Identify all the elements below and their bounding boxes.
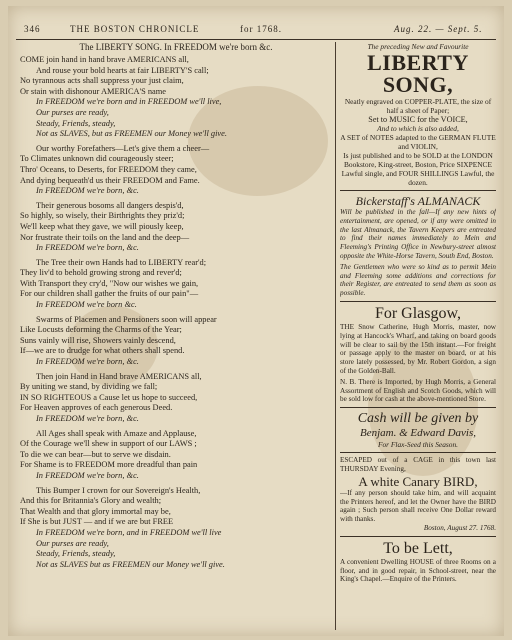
song-line: Of the Courage we'll shew in support of our LAWS ; bbox=[20, 439, 197, 449]
song-line: This Bumper I crown for our Sovereign's Health, bbox=[36, 485, 201, 495]
song-line: Swarms of Placemen and Pensioners soon will appear bbox=[36, 314, 217, 324]
song-line: The Tree their own Hands had to LIBERTY rear'd; bbox=[36, 257, 207, 267]
song-stanza bbox=[20, 55, 332, 140]
song-line: Their generous bosoms all dangers despis'd, bbox=[36, 200, 184, 210]
song-line: Nor frustrate their toils on the land and the deep— bbox=[20, 232, 190, 242]
song-line: Then join Hand in Hand brave AMERICANS all, bbox=[36, 371, 202, 381]
song-line: And this for Britannia's Glory and wealth; bbox=[20, 496, 162, 506]
ad-cash-names: Benjam. & Edward Davis, bbox=[360, 427, 476, 440]
ad-divider bbox=[340, 536, 496, 537]
ad-divider bbox=[340, 452, 496, 453]
masthead: THE BOSTON CHRONICLE bbox=[70, 24, 200, 34]
ad-glasgow bbox=[340, 305, 496, 404]
song-line: For Shame is to FREEDOM more dreadful than pain bbox=[20, 460, 198, 470]
song-line: For Heaven approves of each generous Deed. bbox=[20, 403, 173, 413]
song-line: COME join hand in hand brave AMERICANS all, bbox=[20, 55, 189, 64]
song-line: In FREEDOM we're born, &c. bbox=[36, 414, 139, 423]
song-line: By uniting we stand, by dividing we fall; bbox=[20, 382, 158, 392]
song-line: In FREEDOM we're born &c. bbox=[36, 300, 137, 310]
ad-to-let bbox=[340, 540, 496, 584]
song-line: Our worthy Forefathers—Let's give them a cheer— bbox=[36, 143, 210, 153]
ad-liberty-body2: Set to MUSIC for the VOICE, bbox=[368, 115, 468, 124]
ad-liberty-body5: Is just published and to be SOLD at the LONDON Bookstore, King-street, Boston, Price SIXPENCE Lawful single, and FOUR SHILLINGS Lawful, the dozen. bbox=[341, 151, 495, 187]
song-stanza bbox=[20, 258, 332, 311]
ad-glasgow-body: THE Snow Catherine, Hugh Morris, master, now lying at Hancock's Wharf, and taking on board goods will be clear to sail by the 15th instant.—For freight or passage apply to the master on board, or at his store lately possessed, by Mr. Robert Gordon, a sign of the Golden-Ball. bbox=[340, 322, 496, 375]
newspaper-page bbox=[8, 6, 504, 636]
song-line: In FREEDOM we're born, and in FREEDOM we'll live bbox=[36, 527, 222, 537]
song-line: Our purses are ready, bbox=[36, 107, 109, 117]
ad-canary-intro: ESCAPED out of a CAGE in this town last THURSDAY Evening, bbox=[340, 456, 496, 473]
song-line: To die we can bear—but to serve we disdain. bbox=[20, 449, 171, 459]
page-number: 346 bbox=[24, 24, 41, 34]
song-line: Or stain with dishonour AMERICA'S name bbox=[20, 86, 166, 96]
song-title: The LIBERTY SONG. In FREEDOM we're born &c. bbox=[79, 42, 273, 52]
ad-glasgow-note: N. B. There is Imported, by Hugh Morris, a General Assortment of English and Scotch Goods, which will be sold low for cash at the above-mentioned Store. bbox=[340, 377, 496, 404]
ad-divider bbox=[340, 407, 496, 408]
issue-dates: Aug. 22. — Sept. 5. bbox=[394, 24, 483, 34]
song-line: In FREEDOM we're born, &c. bbox=[36, 357, 139, 367]
ad-liberty-intro: The preceding New and Favourite bbox=[367, 42, 469, 51]
ad-canary-title: A white Canary BIRD, bbox=[358, 473, 478, 489]
song-stanza bbox=[20, 315, 332, 368]
ad-liberty-song bbox=[340, 42, 496, 187]
song-line: Steady, Friends, steady, bbox=[36, 118, 116, 128]
song-column bbox=[20, 42, 332, 632]
song-line: In FREEDOM we're born, &c. bbox=[36, 470, 139, 480]
ad-liberty-body4: A SET of NOTES adapted to the GERMAN FLUTE and VIOLIN, bbox=[340, 133, 496, 151]
song-line: To Climates unknown did courageously steer; bbox=[20, 154, 174, 164]
ad-almanack bbox=[340, 194, 496, 298]
ad-cash-sub: For Flax-Seed this Season. bbox=[377, 440, 459, 450]
song-stanzas bbox=[20, 55, 332, 570]
ad-liberty-body1: Neatly engraved on COPPER-PLATE, the size of half a sheet of Paper; bbox=[344, 97, 492, 115]
song-line: We'll keep what they gave, we will piously keep, bbox=[20, 221, 184, 231]
song-line: IN SO RIGHTEOUS a Cause let us hope to succeed, bbox=[20, 392, 198, 402]
song-line: And rouse your bold hearts at fair LIBERTY'S call; bbox=[36, 65, 209, 75]
ad-liberty-title: LIBERTY SONG, bbox=[367, 50, 469, 97]
song-stanza bbox=[20, 144, 332, 197]
song-stanza bbox=[20, 372, 332, 425]
advertisement-column bbox=[340, 42, 496, 632]
ad-cash bbox=[340, 411, 496, 449]
song-stanza bbox=[20, 486, 332, 571]
song-line: So highly, so wisely, their Birthrights they priz'd; bbox=[20, 211, 185, 221]
song-line: They liv'd to behold growing strong and rever'd; bbox=[20, 268, 182, 278]
song-line: In FREEDOM we're born and in FREEDOM we'll live, bbox=[36, 97, 222, 107]
header-rule bbox=[16, 39, 496, 40]
ad-almanack-title: Bickerstaff's ALMANACK bbox=[355, 194, 481, 208]
song-line: If—we are to drudge for what others shall spend. bbox=[20, 346, 185, 356]
song-line: No tyrannous acts shall suppress your just claim, bbox=[20, 76, 184, 86]
song-stanza bbox=[20, 429, 332, 482]
song-line: Suns vainly will rise, Showers vainly descend, bbox=[20, 335, 176, 345]
ad-glasgow-title: For Glasgow, bbox=[374, 304, 462, 322]
ad-cash-title: Cash will be given by bbox=[357, 411, 479, 427]
masthead-year: for 1768. bbox=[240, 24, 282, 34]
song-line: In FREEDOM we're born, &c. bbox=[36, 243, 139, 253]
ad-liberty-body3: And to which is also added, bbox=[377, 124, 459, 133]
song-line: Thro' Oceans, to Deserts, for FREEDOM they came, bbox=[20, 164, 197, 174]
song-line: Our purses are ready, bbox=[36, 538, 109, 548]
song-line: Steady, Friends, steady, bbox=[36, 549, 116, 559]
page-header bbox=[8, 24, 504, 38]
song-line: All Ages shall speak with Amaze and Applause, bbox=[36, 428, 197, 438]
ad-canary-date: Boston, August 27. 1768. bbox=[423, 523, 496, 532]
ad-to-let-title: To be Lett, bbox=[383, 539, 453, 557]
song-line: In FREEDOM we're born, &c. bbox=[36, 186, 139, 196]
song-line: That Wealth and that glory immortal may be, bbox=[20, 506, 171, 516]
song-stanza bbox=[20, 201, 332, 254]
ad-divider bbox=[340, 301, 496, 302]
ad-canary bbox=[340, 456, 496, 533]
ad-almanack-note: The Gentlemen who were so kind as to permit Mein and Fleeming some additions and corrections for their Register, are entreated to send them as soon as possible. bbox=[340, 262, 496, 298]
song-line: Like Locusts deforming the Charms of the Year; bbox=[20, 325, 182, 335]
song-line: Not as SLAVES, but as FREEMEN our Money we'll give. bbox=[36, 129, 227, 139]
song-line: With Transport they cry'd, "Now our wishes we gain, bbox=[20, 278, 199, 288]
ad-to-let-body: A convenient Dwelling HOUSE of three Rooms on a floor, and in good repair, in School-street, near the King's Chapel.—Enquire of the Printers. bbox=[340, 557, 496, 584]
ad-canary-body: —If any person should take him, and will acquaint the Printers hereof, and let the Owner have the BIRD again ; Such person shall receive One Dollar reward with thanks. bbox=[340, 488, 496, 524]
song-line: For our children shall gather the fruits of our pain"— bbox=[20, 289, 199, 299]
song-line: Not as SLAVES but as FREEMEN our Money we'll give. bbox=[36, 559, 225, 569]
song-line: If She is but JUST — and if we are but FREE bbox=[20, 517, 174, 527]
ad-almanack-body: Will be published in the fall—If any new hints of entertainment, are opened, or if any were omitted in the last Almanack, the Tavern Keepers are entreated to find their names immediately to Mein and Fleeming's Printing Office in Newbury-street almost opposite the White-Horse Tavern, South End, Boston. bbox=[340, 208, 496, 260]
ad-divider bbox=[340, 190, 496, 191]
song-line: And dying bequeath'd us their FREEDOM and Fame. bbox=[20, 175, 200, 185]
column-divider bbox=[335, 42, 336, 630]
